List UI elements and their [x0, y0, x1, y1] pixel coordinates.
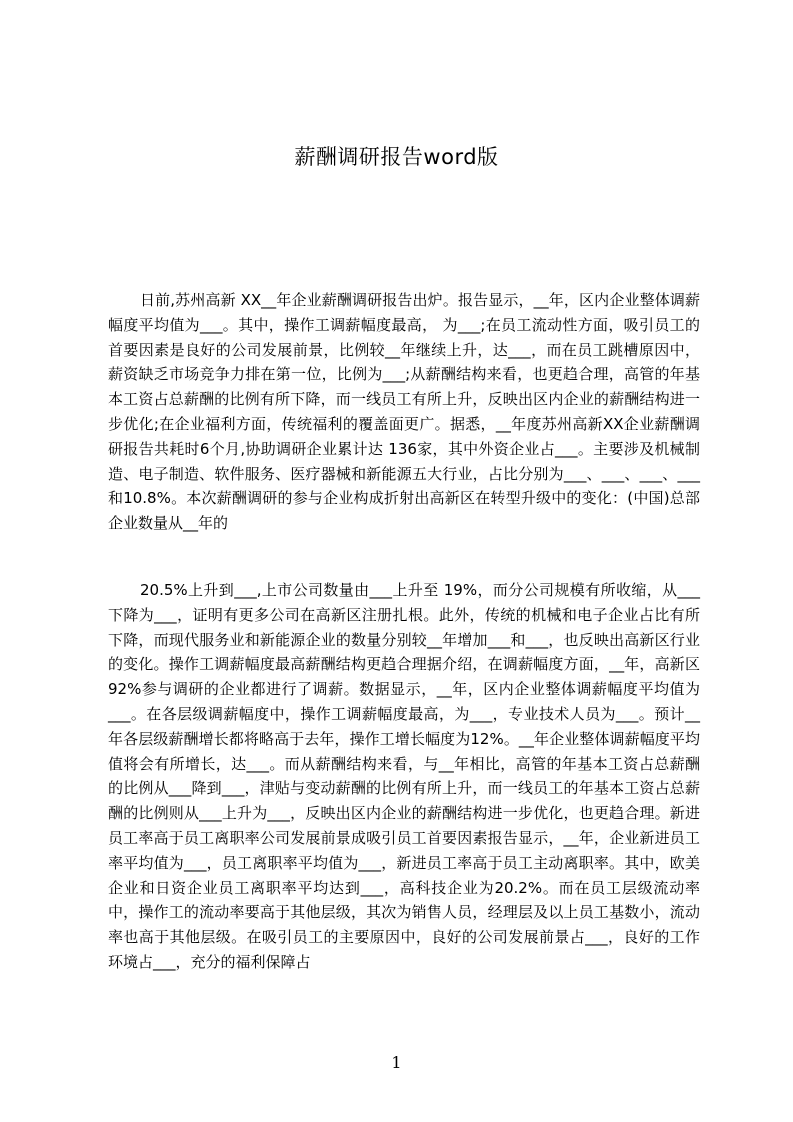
page-number: 1 — [391, 1053, 402, 1072]
body-paragraph-1: 日前,苏州高新 XX__年企业薪酬调研报告出炉。报告显示，__年，区内企业整体调薪幅度平均值为___。其中，操作工调薪幅度最高， 为___;在员工流动性方面，吸引员工的首要因素是良好的公司发展前景，比例较__年继续上升，达___，而在员工跳槽原因中，薪资缺乏市场竞争力排在第一位，比例为___;从薪酬结构来看，也更趋合理，高管的年基本工资占总薪酬的比例有所下降，而一线员工有所上升，反映出区内企业的薪酬结构进一步优化;在企业福利方面，传统福利的覆盖面更广。据悉，__年度苏州高新XX企业薪酬调研报告共耗时6个月,协助调研企业累计达 136家，其中外资企业占___。主要涉及机械制造、电子制造、软件服务、医疗器械和新能源五大行业，占比分别为___、___、___、___和10.8%。本次薪酬调研的参与企业构成折射出高新区在转型升级中的变化：(中国)总部企业数量从__年的 — [108, 291, 700, 533]
body-paragraph-2: 20.5%上升到___,上市公司数量由___上升至 19%，而分公司规模有所收缩，从___下降为___，证明有更多公司在高新区注册扎根。此外，传统的机械和电子企业占比有所下降，而现代服务业和新能源企业的数量分别较__年增加___和___，也反映出高新区行业的变化。操作工调薪幅度最高薪酬结构更趋合理据介绍，在调薪幅度方面，__年，高新区92%参与调研的企业都进行了调薪。数据显示，__年，区内企业整体调薪幅度平均值为___。在各层级调薪幅度中，操作工调薪幅度最高，为___，专业技术人员为___。预计__年各层级薪酬增长都将略高于去年，操作工增长幅度为12%。__年企业整体调薪幅度平均值将会有所增长，达___。而从薪酬结构来看，与__年相比，高管的年基本工资占总薪酬的比例从___降到___，津贴与变动薪酬的比例有所上升，而一线员工的年基本工资占总薪酬的比例则从___上升为___，反映出区内企业的薪酬结构进一步优化，也更趋合理。新进员工率高于员工离职率公司发展前景成吸引员工首要因素报告显示，__年，企业新进员工率平均值为___，员工离职率平均值为___，新进员工率高于员工主动离职率。其中，欧美企业和日资企业员工离职率平均达到___，高科技企业为20.2%。而在员工层级流动率中，操作工的流动率要高于其他层级，其次为销售人员，经理层及以上员工基数小，流动率也高于其他层级。在吸引员工的主要原因中，良好的公司发展前景占___，良好的工作环境占___，充分的福利保障占 — [108, 581, 700, 971]
document-title: 薪酬调研报告word版 — [294, 145, 499, 169]
